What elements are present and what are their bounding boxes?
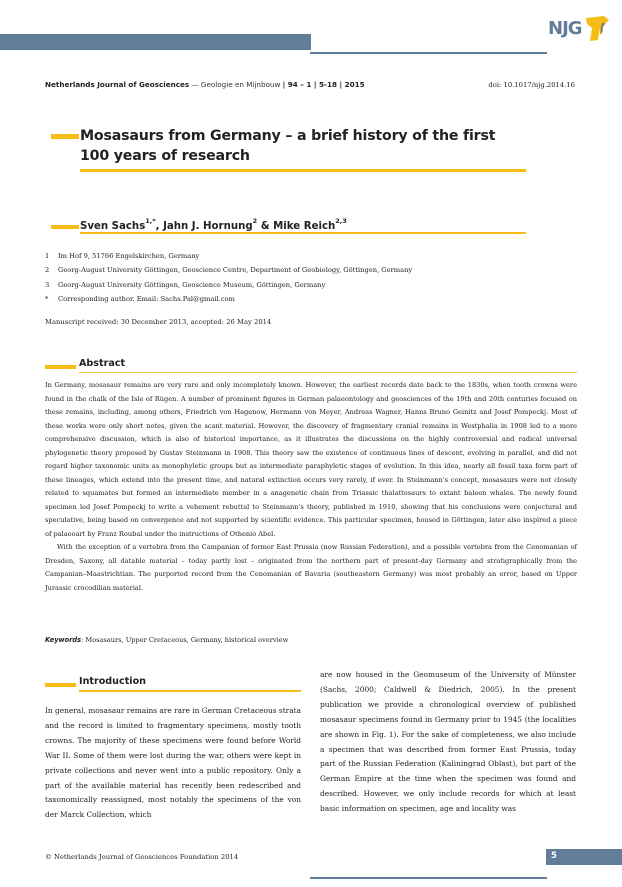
footer-rule (310, 877, 547, 879)
affiliation-text: Im Hof 9, 51766 Engelskirchen, Germany (58, 252, 200, 260)
body-paragraph: In general, mosasaur remains are rare in German Cretaceous strata and the record is limited to fragmentary specimens, mostly tooth crowns. The majority of these specimens were found before World War II. Some of them were lost during the war, others were kept in private collections and never went into a public repository. Only a part of the available material has recently been redescribed and taxonomically reassigned, most notably the specimens of the von der Marck Collection, which (45, 706, 301, 820)
manuscript-dates: Manuscript received: 30 December 2013, accepted: 26 May 2014 (45, 318, 272, 326)
corresponding-email[interactable]: Corresponding author. Email: Sachs.Pal@gmail.com (58, 294, 235, 303)
author-separator: & (257, 221, 274, 232)
affiliation-item (45, 263, 412, 277)
abstract-underline (79, 372, 577, 373)
author-name: Mike Reich (273, 221, 336, 232)
affiliation-number: 2 (45, 266, 50, 275)
body-column-right (320, 668, 576, 817)
author-name: Jahn J. Hornung (163, 221, 253, 232)
corresponding-author (45, 292, 412, 306)
affiliation-text: Georg-August University Göttingen, Geoscience Centre, Department of Geobiology, Göttingen, Germany (58, 266, 413, 275)
abstract-paragraph: In Germany, mosasaur remains are very rare and only incompletely known. However, the earliest records date back to the 1830s, when tooth crowns were found in the chalk of the Isle of Rügen. A number of prominent figures in German palaeontology and geosciences of the 19th and 20th centuries focused on these remains, including, among others, Friedrich von Hagenow, Hermann von Meyer, Andreas Wagner, Hanns Bruno Geinitz and Josef Pompeckj. Most of these works were only short notes, given the scant material. However, the discovery of fragmentary cranial remains in Westphalia in 1908 led to a more comprehensive discussion, which is also of historical importance, as it illustrates the discussions on the highly controversial and radical universal phylogenetic theory proposed by Gustav Steinmann in 1908. This theory saw the existence of continuous lines of descent, evolving in parallel, and did not regard higher taxonomic units as monophyletic groups but as intermediate paraphyletic stages of evolution. In this idea, nearly all fossil taxa form part of these lineages, which extend into the present time, and natural extinction occurs very rarely, if ever. In Steinmann's concept, mosasaurs were not closely related to squamates but formed an intermediate member in a anagenetic chain from Triassic thalattosaurs to extant baleen whales. The newly found specimen led Josef Pompeckj to write a vehement rebuttal to Steinmann's theory, published in 1910, showing that his conclusions were conjectural and speculative, being based on convergence and not supported by scientific evidence. This particular specimen, housed in Göttingen, later also inspired a piece of palaeoart by Franz Roubal under the instructions of Othenio Abel. (45, 381, 577, 538)
introduction-accent-mark (45, 683, 76, 687)
logo-text: NJG (548, 18, 582, 39)
running-head (45, 80, 575, 90)
affiliation-number: 3 (45, 280, 50, 289)
keywords-label: Keywords (45, 636, 82, 644)
abstract-body (45, 379, 577, 595)
affiliation-item (45, 249, 412, 263)
body-paragraph: are now housed in the Geomuseum of the University of Münster (Sachs, 2000; Caldwell & Diedrich, 2005). In the present publication we provide a chronological overview of published mosasaur specimens found in Germany prior to 1945 (the localities are shown in Fig. 1). For the sake of completeness, we also include a specimen that was described from former East Prussia, today part of the Russian Federation (Kaliningrad Oblast), but part of the German Empire at the time when the specimen was found and described. However, we only include records for which at least basic information on specimen, age and locality was (320, 670, 576, 814)
keywords-list: : Mosasaurs, Upper Cretaceous, Germany, historical overview (81, 636, 289, 644)
affiliation-item (45, 278, 412, 292)
abstract-heading: Abstract (79, 358, 126, 369)
title-accent-mark (51, 134, 79, 139)
journal-name: Netherlands Journal of Geosciences (45, 80, 190, 89)
volume-info: | 94 – 1 | 5-18 | 2015 (282, 80, 365, 89)
author-name: Sven Sachs (80, 221, 146, 232)
title-underline (80, 169, 526, 172)
header-bar (0, 34, 311, 50)
authors-underline (80, 232, 526, 234)
affiliation-text: Georg-August University Göttingen, Geoscience Museum, Göttingen, Germany (58, 280, 326, 289)
affiliation-number: 1 (45, 252, 50, 260)
doi-link[interactable]: doi: 10.1017/njg.2014.16 (488, 81, 575, 89)
author-affiliation-ref: 1,* (145, 217, 156, 225)
author-affiliation-ref: 2 (252, 217, 258, 225)
authors-accent-mark (51, 225, 79, 229)
introduction-underline (79, 690, 301, 692)
keywords (45, 636, 288, 644)
copyright-notice: © Netherlands Journal of Geosciences Foundation 2014 (45, 853, 239, 861)
author-list (80, 217, 347, 232)
introduction-heading: Introduction (79, 676, 146, 687)
journal-subtitle: Geologie en Mijnbouw (200, 80, 281, 89)
abstract-accent-mark (45, 365, 76, 369)
author-affiliation-ref: 2,3 (335, 217, 347, 225)
article-title (80, 126, 550, 166)
body-column-left (45, 704, 301, 823)
affiliation-number: * (45, 294, 49, 303)
flag-icon (584, 14, 610, 42)
abstract-paragraph: With the exception of a vertebra from the Campanian of former East Prussia (now Russian Federation), and a possible vertebra from the Cenomanian of Dresden, Saxony, all datable material – today partly lost – originated from the northern part of present-day Germany and stratigraphically from the Campanian–Maastrichtian. The purported record from the Cenomanian of Bavaria (southeastern Germany) was most probably an error, based on Upper Jurassic crocodilian material. (45, 543, 577, 592)
title-line-2: 100 years of research (80, 148, 250, 164)
author-separator: , (155, 221, 164, 232)
header-rule (310, 52, 547, 54)
running-dash: — (189, 80, 201, 89)
affiliation-list (45, 249, 412, 306)
page-number-box (546, 849, 622, 865)
journal-logo (548, 14, 614, 44)
page-number: 5 (551, 851, 557, 861)
title-line-1: Mosasaurs from Germany – a brief history of the first (80, 128, 496, 144)
